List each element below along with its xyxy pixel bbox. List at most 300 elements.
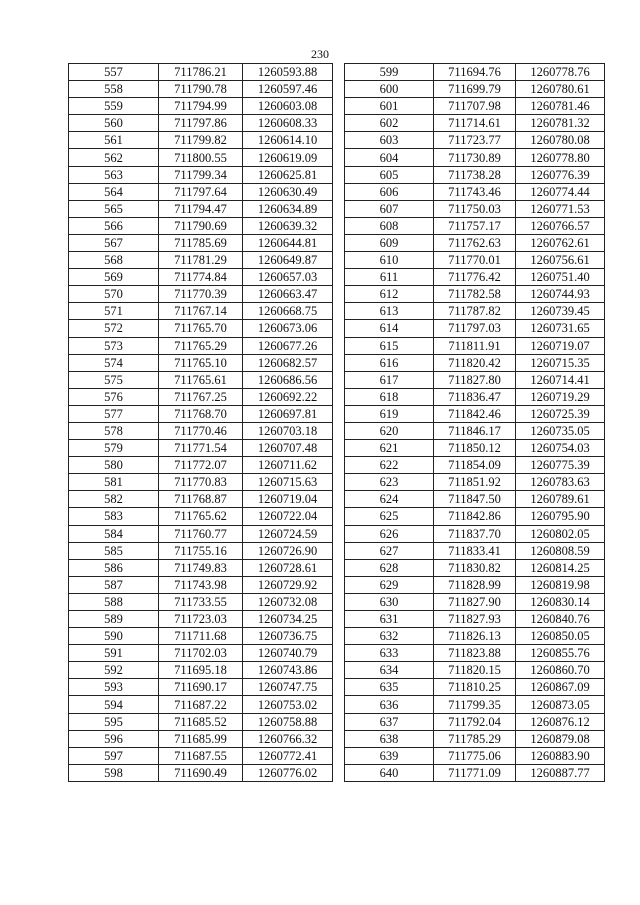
- x-coordinate-cell: 711846.17: [434, 422, 516, 439]
- point-number-cell: 639: [345, 747, 434, 764]
- point-number-cell: 593: [69, 679, 159, 696]
- point-number-cell: 563: [69, 166, 159, 183]
- y-coordinate-cell: 1260766.57: [516, 217, 605, 234]
- y-coordinate-cell: 1260597.46: [243, 81, 333, 98]
- x-coordinate-cell: 711707.98: [434, 98, 516, 115]
- y-coordinate-cell: 1260711.62: [243, 457, 333, 474]
- y-coordinate-cell: 1260819.98: [516, 576, 605, 593]
- table-row: [345, 542, 605, 559]
- y-coordinate-cell: 1260728.61: [243, 559, 333, 576]
- x-coordinate-cell: 711770.83: [159, 474, 243, 491]
- point-number-cell: 590: [69, 628, 159, 645]
- y-coordinate-cell: 1260802.05: [516, 525, 605, 542]
- table-row: [69, 200, 333, 217]
- x-coordinate-cell: 711826.13: [434, 628, 516, 645]
- table-row: [345, 713, 605, 730]
- x-coordinate-cell: 711776.42: [434, 269, 516, 286]
- point-number-cell: 566: [69, 217, 159, 234]
- table-row: [69, 183, 333, 200]
- table-row: [345, 132, 605, 149]
- x-coordinate-cell: 711743.98: [159, 576, 243, 593]
- y-coordinate-cell: 1260876.12: [516, 713, 605, 730]
- point-number-cell: 622: [345, 457, 434, 474]
- x-coordinate-cell: 711797.64: [159, 183, 243, 200]
- y-coordinate-cell: 1260850.05: [516, 628, 605, 645]
- y-coordinate-cell: 1260867.09: [516, 679, 605, 696]
- point-number-cell: 577: [69, 405, 159, 422]
- y-coordinate-cell: 1260715.35: [516, 354, 605, 371]
- x-coordinate-cell: 711794.47: [159, 200, 243, 217]
- x-coordinate-cell: 711723.77: [434, 132, 516, 149]
- table-row: [345, 628, 605, 645]
- table-row: [69, 696, 333, 713]
- x-coordinate-cell: 711765.70: [159, 320, 243, 337]
- table-row: [345, 679, 605, 696]
- y-coordinate-cell: 1260873.05: [516, 696, 605, 713]
- table-row: [345, 166, 605, 183]
- point-number-cell: 598: [69, 764, 159, 781]
- table-row: [345, 559, 605, 576]
- table-row: [345, 474, 605, 491]
- x-coordinate-cell: 711750.03: [434, 200, 516, 217]
- y-coordinate-cell: 1260719.04: [243, 491, 333, 508]
- table-row: [69, 149, 333, 166]
- y-coordinate-cell: 1260789.61: [516, 491, 605, 508]
- table-row: [69, 269, 333, 286]
- x-coordinate-cell: 711797.86: [159, 115, 243, 132]
- y-coordinate-cell: 1260778.76: [516, 64, 605, 81]
- point-number-cell: 576: [69, 388, 159, 405]
- y-coordinate-cell: 1260657.03: [243, 269, 333, 286]
- point-number-cell: 618: [345, 388, 434, 405]
- table-row: [345, 234, 605, 251]
- point-number-cell: 619: [345, 405, 434, 422]
- y-coordinate-cell: 1260883.90: [516, 747, 605, 764]
- x-coordinate-cell: 711785.29: [434, 730, 516, 747]
- y-coordinate-cell: 1260603.08: [243, 98, 333, 115]
- point-number-cell: 564: [69, 183, 159, 200]
- x-coordinate-cell: 711772.07: [159, 457, 243, 474]
- x-coordinate-cell: 711799.34: [159, 166, 243, 183]
- y-coordinate-cell: 1260673.06: [243, 320, 333, 337]
- table-row: [69, 132, 333, 149]
- point-number-cell: 608: [345, 217, 434, 234]
- y-coordinate-cell: 1260614.10: [243, 132, 333, 149]
- point-number-cell: 596: [69, 730, 159, 747]
- table-row: [69, 491, 333, 508]
- table-row: [69, 422, 333, 439]
- table-row: [69, 730, 333, 747]
- table-row: [69, 166, 333, 183]
- y-coordinate-cell: 1260625.81: [243, 166, 333, 183]
- y-coordinate-cell: 1260663.47: [243, 286, 333, 303]
- table-row: [69, 542, 333, 559]
- y-coordinate-cell: 1260634.89: [243, 200, 333, 217]
- x-coordinate-cell: 711827.90: [434, 593, 516, 610]
- table-row: [69, 645, 333, 662]
- table-row: [69, 525, 333, 542]
- x-coordinate-cell: 711765.29: [159, 337, 243, 354]
- table-row: [69, 81, 333, 98]
- point-number-cell: 597: [69, 747, 159, 764]
- point-number-cell: 612: [345, 286, 434, 303]
- x-coordinate-cell: 711765.61: [159, 371, 243, 388]
- page-number: 230: [311, 47, 329, 61]
- table-row: [69, 217, 333, 234]
- x-coordinate-cell: 711781.29: [159, 252, 243, 269]
- y-coordinate-cell: 1260887.77: [516, 764, 605, 781]
- point-number-cell: 625: [345, 508, 434, 525]
- y-coordinate-cell: 1260795.90: [516, 508, 605, 525]
- y-coordinate-cell: 1260766.32: [243, 730, 333, 747]
- y-coordinate-cell: 1260774.44: [516, 183, 605, 200]
- table-row: [69, 474, 333, 491]
- table-row: [69, 662, 333, 679]
- x-coordinate-cell: 711714.61: [434, 115, 516, 132]
- table-row: [345, 593, 605, 610]
- point-number-cell: 602: [345, 115, 434, 132]
- x-coordinate-cell: 711760.77: [159, 525, 243, 542]
- x-coordinate-cell: 711851.92: [434, 474, 516, 491]
- y-coordinate-cell: 1260692.22: [243, 388, 333, 405]
- x-coordinate-cell: 711770.01: [434, 252, 516, 269]
- point-number-cell: 600: [345, 81, 434, 98]
- point-number-cell: 578: [69, 422, 159, 439]
- point-number-cell: 557: [69, 64, 159, 81]
- x-coordinate-cell: 711765.62: [159, 508, 243, 525]
- x-coordinate-cell: 711723.03: [159, 611, 243, 628]
- table-row: [69, 457, 333, 474]
- point-number-cell: 640: [345, 764, 434, 781]
- point-number-cell: 594: [69, 696, 159, 713]
- x-coordinate-cell: 711771.09: [434, 764, 516, 781]
- table-row: [345, 491, 605, 508]
- point-number-cell: 584: [69, 525, 159, 542]
- x-coordinate-cell: 711768.87: [159, 491, 243, 508]
- y-coordinate-cell: 1260707.48: [243, 440, 333, 457]
- table-row: [69, 320, 333, 337]
- table-row: [345, 662, 605, 679]
- table-row: [69, 405, 333, 422]
- y-coordinate-cell: 1260630.49: [243, 183, 333, 200]
- point-number-cell: 595: [69, 713, 159, 730]
- point-number-cell: 635: [345, 679, 434, 696]
- point-number-cell: 573: [69, 337, 159, 354]
- table-row: [345, 388, 605, 405]
- x-coordinate-cell: 711799.82: [159, 132, 243, 149]
- y-coordinate-cell: 1260703.18: [243, 422, 333, 439]
- y-coordinate-cell: 1260855.76: [516, 645, 605, 662]
- y-coordinate-cell: 1260762.61: [516, 234, 605, 251]
- point-number-cell: 575: [69, 371, 159, 388]
- y-coordinate-cell: 1260677.26: [243, 337, 333, 354]
- y-coordinate-cell: 1260743.86: [243, 662, 333, 679]
- y-coordinate-cell: 1260754.03: [516, 440, 605, 457]
- table-row: [345, 508, 605, 525]
- y-coordinate-cell: 1260726.90: [243, 542, 333, 559]
- x-coordinate-cell: 711767.25: [159, 388, 243, 405]
- point-number-cell: 603: [345, 132, 434, 149]
- point-number-cell: 626: [345, 525, 434, 542]
- y-coordinate-cell: 1260783.63: [516, 474, 605, 491]
- table-row: [345, 252, 605, 269]
- table-row: [345, 81, 605, 98]
- y-coordinate-cell: 1260686.56: [243, 371, 333, 388]
- y-coordinate-cell: 1260776.02: [243, 764, 333, 781]
- x-coordinate-cell: 711685.99: [159, 730, 243, 747]
- y-coordinate-cell: 1260756.61: [516, 252, 605, 269]
- y-coordinate-cell: 1260739.45: [516, 303, 605, 320]
- point-number-cell: 574: [69, 354, 159, 371]
- table-row: [345, 337, 605, 354]
- table-row: [345, 611, 605, 628]
- x-coordinate-cell: 711811.91: [434, 337, 516, 354]
- table-row: [69, 354, 333, 371]
- point-number-cell: 636: [345, 696, 434, 713]
- table-row: [69, 576, 333, 593]
- point-number-cell: 583: [69, 508, 159, 525]
- table-row: [69, 371, 333, 388]
- y-coordinate-cell: 1260753.02: [243, 696, 333, 713]
- point-number-cell: 579: [69, 440, 159, 457]
- point-number-cell: 561: [69, 132, 159, 149]
- table-row: [345, 269, 605, 286]
- table-row: [69, 628, 333, 645]
- y-coordinate-cell: 1260668.75: [243, 303, 333, 320]
- table-row: [69, 559, 333, 576]
- x-coordinate-cell: 711797.03: [434, 320, 516, 337]
- x-coordinate-cell: 711827.80: [434, 371, 516, 388]
- table-row: [345, 405, 605, 422]
- y-coordinate-cell: 1260649.87: [243, 252, 333, 269]
- y-coordinate-cell: 1260830.14: [516, 593, 605, 610]
- x-coordinate-cell: 711743.46: [434, 183, 516, 200]
- y-coordinate-cell: 1260775.39: [516, 457, 605, 474]
- table-row: [345, 730, 605, 747]
- table-row: [69, 64, 333, 81]
- table-row: [69, 593, 333, 610]
- x-coordinate-cell: 711690.49: [159, 764, 243, 781]
- point-number-cell: 637: [345, 713, 434, 730]
- x-coordinate-cell: 711786.21: [159, 64, 243, 81]
- table-row: [69, 252, 333, 269]
- x-coordinate-cell: 711749.83: [159, 559, 243, 576]
- y-coordinate-cell: 1260682.57: [243, 354, 333, 371]
- x-coordinate-cell: 711828.99: [434, 576, 516, 593]
- table-row: [345, 115, 605, 132]
- point-number-cell: 580: [69, 457, 159, 474]
- y-coordinate-cell: 1260781.32: [516, 115, 605, 132]
- x-coordinate-cell: 711820.42: [434, 354, 516, 371]
- x-coordinate-cell: 711770.39: [159, 286, 243, 303]
- point-number-cell: 638: [345, 730, 434, 747]
- point-number-cell: 621: [345, 440, 434, 457]
- x-coordinate-cell: 711830.82: [434, 559, 516, 576]
- x-coordinate-cell: 711757.17: [434, 217, 516, 234]
- table-row: [69, 440, 333, 457]
- x-coordinate-cell: 711699.79: [434, 81, 516, 98]
- point-number-cell: 565: [69, 200, 159, 217]
- x-coordinate-cell: 711711.68: [159, 628, 243, 645]
- point-number-cell: 615: [345, 337, 434, 354]
- y-coordinate-cell: 1260729.92: [243, 576, 333, 593]
- point-number-cell: 560: [69, 115, 159, 132]
- point-number-cell: 627: [345, 542, 434, 559]
- x-coordinate-cell: 711730.89: [434, 149, 516, 166]
- y-coordinate-cell: 1260714.41: [516, 371, 605, 388]
- x-coordinate-cell: 711842.46: [434, 405, 516, 422]
- y-coordinate-cell: 1260725.39: [516, 405, 605, 422]
- x-coordinate-cell: 711733.55: [159, 593, 243, 610]
- table-row: [69, 679, 333, 696]
- x-coordinate-cell: 711800.55: [159, 149, 243, 166]
- table-row: [345, 200, 605, 217]
- x-coordinate-cell: 711850.12: [434, 440, 516, 457]
- y-coordinate-cell: 1260778.80: [516, 149, 605, 166]
- y-coordinate-cell: 1260722.04: [243, 508, 333, 525]
- point-number-cell: 607: [345, 200, 434, 217]
- x-coordinate-cell: 711695.18: [159, 662, 243, 679]
- point-number-cell: 631: [345, 611, 434, 628]
- table-row: [69, 303, 333, 320]
- x-coordinate-cell: 711847.50: [434, 491, 516, 508]
- x-coordinate-cell: 711738.28: [434, 166, 516, 183]
- table-row: [69, 98, 333, 115]
- y-coordinate-cell: 1260724.59: [243, 525, 333, 542]
- x-coordinate-cell: 711694.76: [434, 64, 516, 81]
- y-coordinate-cell: 1260736.75: [243, 628, 333, 645]
- table-body-left: [69, 64, 333, 782]
- point-number-cell: 624: [345, 491, 434, 508]
- table-row: [345, 576, 605, 593]
- table-row: [69, 286, 333, 303]
- table-body-right: [345, 64, 605, 782]
- x-coordinate-cell: 711771.54: [159, 440, 243, 457]
- x-coordinate-cell: 711837.70: [434, 525, 516, 542]
- y-coordinate-cell: 1260781.46: [516, 98, 605, 115]
- point-number-cell: 586: [69, 559, 159, 576]
- point-number-cell: 629: [345, 576, 434, 593]
- y-coordinate-cell: 1260840.76: [516, 611, 605, 628]
- table-row: [345, 764, 605, 781]
- table-row: [345, 320, 605, 337]
- y-coordinate-cell: 1260808.59: [516, 542, 605, 559]
- x-coordinate-cell: 711794.99: [159, 98, 243, 115]
- y-coordinate-cell: 1260740.79: [243, 645, 333, 662]
- y-coordinate-cell: 1260731.65: [516, 320, 605, 337]
- coordinates-table-left: [68, 63, 333, 782]
- point-number-cell: 581: [69, 474, 159, 491]
- y-coordinate-cell: 1260879.08: [516, 730, 605, 747]
- x-coordinate-cell: 711762.63: [434, 234, 516, 251]
- table-row: [345, 645, 605, 662]
- point-number-cell: 604: [345, 149, 434, 166]
- x-coordinate-cell: 711687.55: [159, 747, 243, 764]
- x-coordinate-cell: 711792.04: [434, 713, 516, 730]
- x-coordinate-cell: 711799.35: [434, 696, 516, 713]
- y-coordinate-cell: 1260771.53: [516, 200, 605, 217]
- point-number-cell: 633: [345, 645, 434, 662]
- table-row: [69, 508, 333, 525]
- table-row: [345, 440, 605, 457]
- point-number-cell: 601: [345, 98, 434, 115]
- x-coordinate-cell: 711785.69: [159, 234, 243, 251]
- table-row: [345, 422, 605, 439]
- table-row: [345, 747, 605, 764]
- x-coordinate-cell: 711755.16: [159, 542, 243, 559]
- x-coordinate-cell: 711768.70: [159, 405, 243, 422]
- x-coordinate-cell: 711820.15: [434, 662, 516, 679]
- table-row: [69, 388, 333, 405]
- table-row: [69, 764, 333, 781]
- point-number-cell: 587: [69, 576, 159, 593]
- point-number-cell: 591: [69, 645, 159, 662]
- x-coordinate-cell: 711790.69: [159, 217, 243, 234]
- table-row: [69, 234, 333, 251]
- y-coordinate-cell: 1260619.09: [243, 149, 333, 166]
- point-number-cell: 570: [69, 286, 159, 303]
- x-coordinate-cell: 711687.22: [159, 696, 243, 713]
- x-coordinate-cell: 711685.52: [159, 713, 243, 730]
- y-coordinate-cell: 1260719.07: [516, 337, 605, 354]
- point-number-cell: 632: [345, 628, 434, 645]
- point-number-cell: 614: [345, 320, 434, 337]
- table-row: [345, 217, 605, 234]
- coordinates-table-right: [344, 63, 605, 782]
- table-row: [69, 337, 333, 354]
- x-coordinate-cell: 711765.10: [159, 354, 243, 371]
- y-coordinate-cell: 1260772.41: [243, 747, 333, 764]
- point-number-cell: 562: [69, 149, 159, 166]
- point-number-cell: 613: [345, 303, 434, 320]
- y-coordinate-cell: 1260814.25: [516, 559, 605, 576]
- point-number-cell: 589: [69, 611, 159, 628]
- x-coordinate-cell: 711827.93: [434, 611, 516, 628]
- y-coordinate-cell: 1260780.61: [516, 81, 605, 98]
- point-number-cell: 599: [345, 64, 434, 81]
- point-number-cell: 620: [345, 422, 434, 439]
- x-coordinate-cell: 711854.09: [434, 457, 516, 474]
- x-coordinate-cell: 711810.25: [434, 679, 516, 696]
- point-number-cell: 558: [69, 81, 159, 98]
- point-number-cell: 628: [345, 559, 434, 576]
- y-coordinate-cell: 1260860.70: [516, 662, 605, 679]
- point-number-cell: 617: [345, 371, 434, 388]
- x-coordinate-cell: 711770.46: [159, 422, 243, 439]
- table-row: [345, 525, 605, 542]
- table-row: [345, 183, 605, 200]
- y-coordinate-cell: 1260751.40: [516, 269, 605, 286]
- table-row: [345, 149, 605, 166]
- y-coordinate-cell: 1260747.75: [243, 679, 333, 696]
- y-coordinate-cell: 1260758.88: [243, 713, 333, 730]
- y-coordinate-cell: 1260715.63: [243, 474, 333, 491]
- x-coordinate-cell: 711690.17: [159, 679, 243, 696]
- point-number-cell: 572: [69, 320, 159, 337]
- x-coordinate-cell: 711790.78: [159, 81, 243, 98]
- x-coordinate-cell: 711767.14: [159, 303, 243, 320]
- x-coordinate-cell: 711842.86: [434, 508, 516, 525]
- table-row: [69, 713, 333, 730]
- table-row: [345, 696, 605, 713]
- y-coordinate-cell: 1260608.33: [243, 115, 333, 132]
- y-coordinate-cell: 1260697.81: [243, 405, 333, 422]
- x-coordinate-cell: 711774.84: [159, 269, 243, 286]
- x-coordinate-cell: 711836.47: [434, 388, 516, 405]
- point-number-cell: 605: [345, 166, 434, 183]
- point-number-cell: 582: [69, 491, 159, 508]
- y-coordinate-cell: 1260780.08: [516, 132, 605, 149]
